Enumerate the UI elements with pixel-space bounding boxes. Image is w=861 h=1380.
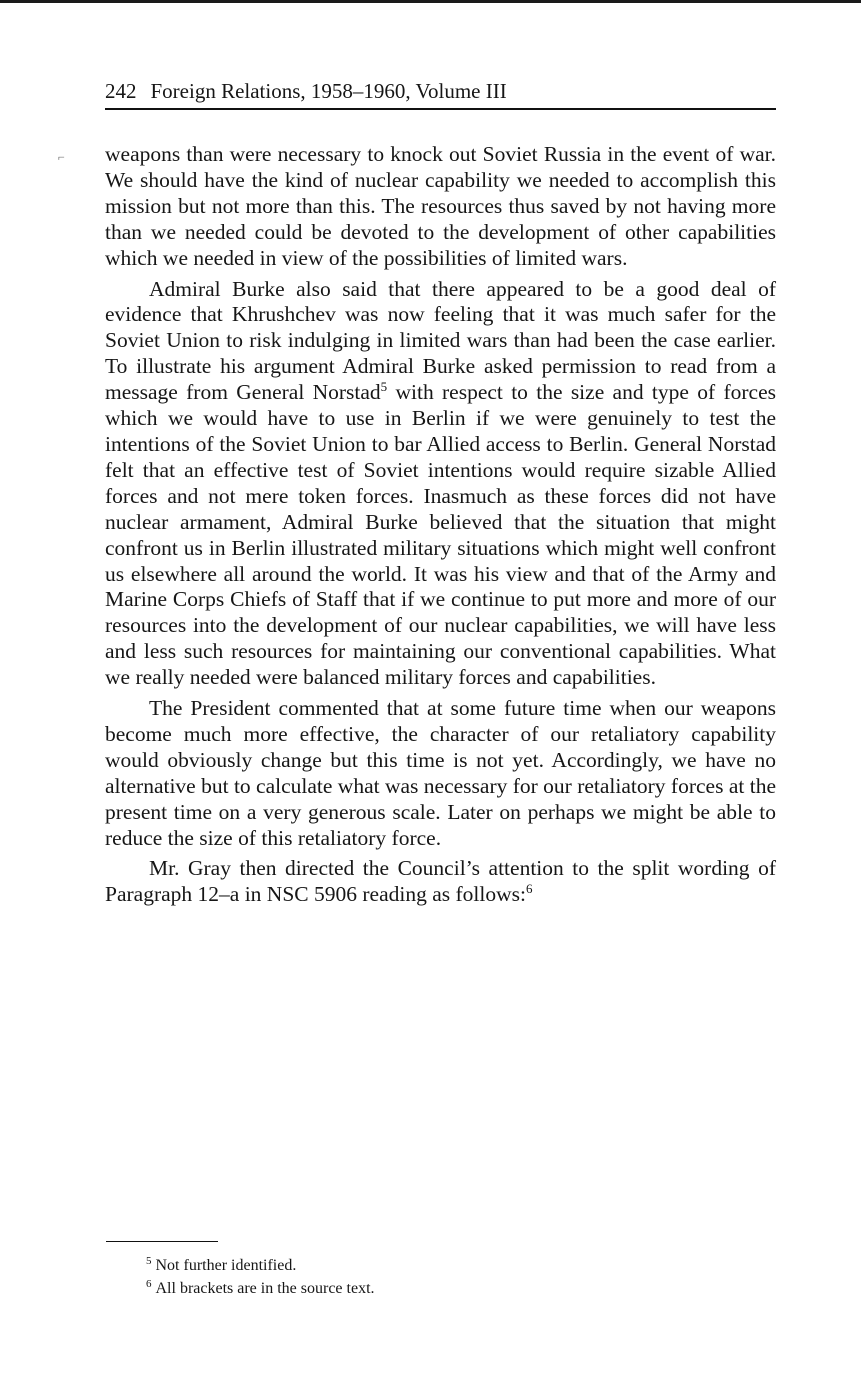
paragraph-4-text: Mr. Gray then directed the Council’s attention to the split wording of Paragraph 12–a in NSC 5906 reading as follows: <box>105 856 776 907</box>
footnote-6 <box>146 1277 766 1300</box>
footnote-marker: 5 <box>146 1254 152 1267</box>
page-top-border <box>0 0 861 3</box>
footnotes <box>146 1254 766 1300</box>
footnote-ref-5: 5 <box>380 379 388 394</box>
footnote-text: All brackets are in the source text. <box>155 1280 375 1297</box>
body-text <box>105 142 776 913</box>
footnote-5 <box>146 1254 766 1277</box>
paragraph-3: The President commented that at some future time when our weapons become much more effective, the character of our retaliatory capability would obviously change but this time is not yet. Accordingly, we have no alternative but to calculate what was necessary for our retaliatory forces at the present time on a very generous scale. Later on perhaps we might be able to reduce the size of this retaliatory force. <box>105 696 776 850</box>
page-number: 242 <box>105 79 137 103</box>
footnote-separator <box>106 1241 218 1242</box>
footnote-ref-6: 6 <box>525 881 533 897</box>
paragraph-2-part-a: Admiral Burke also said that there appeared to be a good deal of evidence that Khrushchev was now feeling that it was much safer for the Soviet Union to risk indulging in limited wars than had been the case earlier. To illustrate his argument Admiral Burke asked permission to read from a message from General Norstad <box>105 276 776 405</box>
running-title: Foreign Relations, 1958–1960, Volume III <box>150 79 507 103</box>
paragraph-2-part-b: with respect to the size and type of forces which we would have to use in Berlin if we were genuinely to test the intentions of the Soviet Union to bar Allied access to Berlin. General Norstad felt that an effective test of Soviet intentions would require sizable Allied forces and not mere token forces. Inasmuch as these forces did not have nuclear armament, Admiral Burke believed that the situation that might confront us in Berlin illustrated military situations which might well confront us elsewhere all around the world. It was his view and that of the Army and Marine Corps Chiefs of Staff that if we continue to put more and more of our resources into the development of our nuclear capabilities, we will have less and less such resources for maintaining our conventional capabilities. What we really needed were balanced military forces and capabilities. <box>105 380 776 690</box>
paragraph-1: weapons than were necessary to knock out Soviet Russia in the event of war. We should have the kind of nuclear capability we needed to accomplish this mission but not more than this. The resources thus saved by not having more than we needed could be devoted to the development of other capabilities which we needed in view of the possibilities of limited wars. <box>105 142 776 270</box>
margin-mark: ⌐ <box>58 150 65 164</box>
running-header <box>105 78 776 110</box>
paragraph-4 <box>105 856 776 908</box>
footnote-marker: 6 <box>146 1277 152 1290</box>
paragraph-2 <box>105 277 776 692</box>
footnote-text: Not further identified. <box>155 1257 297 1274</box>
